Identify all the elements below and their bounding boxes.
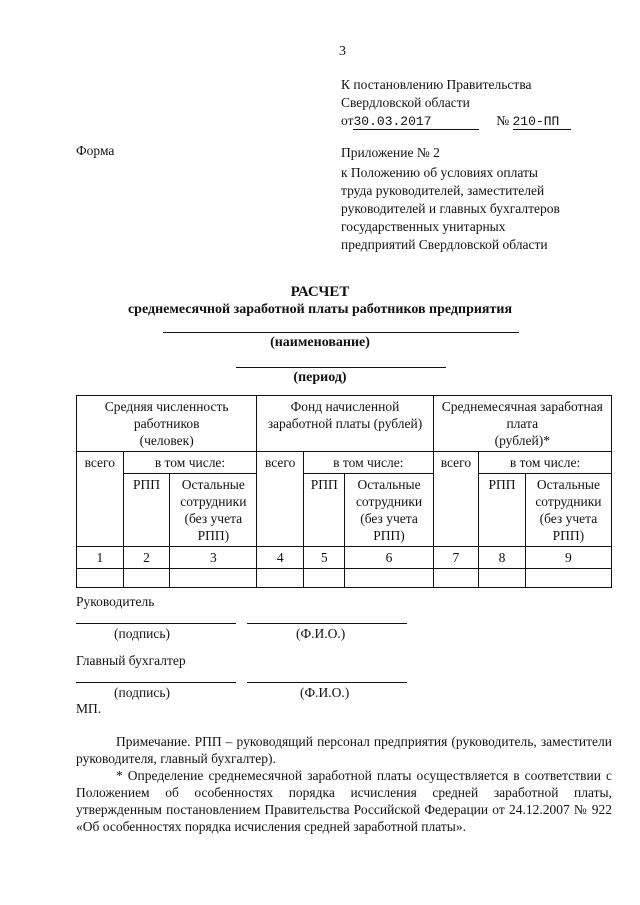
- period-underline: [236, 367, 446, 368]
- empty-cell: [525, 569, 611, 588]
- notes: [76, 733, 612, 835]
- resolution-reference: [341, 76, 571, 130]
- chief-accountant-label: Главный бухгалтер: [76, 653, 186, 668]
- rpp-header: РПП: [123, 474, 170, 547]
- others-header: Остальные сотрудники (без учета РПП): [170, 474, 257, 547]
- total-header: всего: [257, 452, 304, 547]
- period-caption: (период): [293, 370, 347, 385]
- date-prefix: от: [341, 113, 354, 128]
- signature-caption: (подпись): [114, 685, 171, 700]
- column-number: 6: [345, 547, 433, 569]
- accountant-signature-line: [76, 682, 236, 683]
- appendix-line: труда руководителей, заместителей: [341, 183, 545, 198]
- head-name-line: [247, 623, 407, 624]
- group-header-average-salary: Среднемесячная заработная плата (рублей)*: [433, 396, 611, 452]
- others-header: Остальные сотрудники (без учета РПП): [525, 474, 611, 547]
- stamp-label: МП.: [76, 701, 102, 716]
- table-detail-header-row: [77, 474, 612, 547]
- empty-cell: [304, 569, 345, 588]
- name-caption: (наименование): [270, 335, 370, 350]
- resolution-number: 210-ПП: [513, 114, 571, 130]
- column-number: 1: [77, 547, 124, 569]
- note-paragraph: Примечание. РПП – руководящий персонал предприятия (руководитель, заместители руководителя, главный бухгалтер).: [76, 734, 612, 766]
- document-title: РАСЧЕТ: [290, 284, 350, 300]
- number-prefix: №: [496, 113, 510, 128]
- empty-cell: [433, 569, 479, 588]
- column-number: 9: [525, 547, 611, 569]
- empty-cell: [77, 569, 124, 588]
- group-header-payroll-fund: Фонд начисленной заработной платы (рублей): [257, 396, 433, 452]
- total-header: всего: [433, 452, 479, 547]
- resolution-date: 30.03.2017: [353, 114, 479, 130]
- calculation-table: [76, 395, 612, 588]
- total-header: всего: [77, 452, 124, 547]
- table-empty-row: [77, 569, 612, 588]
- head-signature-line: [76, 623, 236, 624]
- note-paragraph: * Определение среднемесячной заработной платы осуществляется в соответствии с Положением об особенностях порядка исчисления средней заработной платы, утвержденным постановлением Правительства Российской Федерации от 24.12.2007 № 922 «Об особенностях порядка исчисления средней заработной платы».: [76, 768, 612, 834]
- column-number: 8: [479, 547, 526, 569]
- resolution-line-1: К постановлению Правительства: [341, 77, 532, 92]
- appendix-line: к Положению об условиях оплаты: [341, 165, 538, 180]
- table-group-header-row: [77, 396, 612, 452]
- group-header-headcount: Средняя численность работников (человек): [77, 396, 257, 452]
- appendix-block: [341, 144, 560, 254]
- column-number: 3: [170, 547, 257, 569]
- including-header: в том числе:: [304, 452, 434, 474]
- appendix-line: государственных унитарных: [341, 219, 506, 234]
- column-number: 2: [123, 547, 170, 569]
- name-caption: (Ф.И.О.): [296, 626, 346, 641]
- column-number: 7: [433, 547, 479, 569]
- name-underline: [163, 332, 519, 333]
- empty-cell: [123, 569, 170, 588]
- signature-caption: (подпись): [114, 626, 171, 641]
- rpp-header: РПП: [304, 474, 345, 547]
- head-label: Руководитель: [76, 594, 155, 609]
- empty-cell: [257, 569, 304, 588]
- column-number-row: [77, 547, 612, 569]
- column-number: 4: [257, 547, 304, 569]
- empty-cell: [479, 569, 526, 588]
- empty-cell: [345, 569, 433, 588]
- appendix-line: руководителей и главных бухгалтеров: [341, 201, 560, 216]
- form-label: Форма: [76, 143, 115, 158]
- resolution-line-2: Свердловской области: [341, 95, 470, 110]
- document-subtitle: среднемесячной заработной платы работников предприятия: [127, 302, 513, 317]
- empty-cell: [170, 569, 257, 588]
- resolution-date-row: [341, 112, 571, 130]
- appendix-title: Приложение № 2: [341, 145, 440, 160]
- table-subheader-row: [77, 452, 612, 474]
- appendix-line: предприятий Свердловской области: [341, 237, 548, 252]
- name-caption: (Ф.И.О.): [300, 685, 350, 700]
- others-header: Остальные сотрудники (без учета РПП): [345, 474, 433, 547]
- accountant-name-line: [247, 682, 407, 683]
- including-header: в том числе:: [479, 452, 612, 474]
- rpp-header: РПП: [479, 474, 526, 547]
- page-number: 3: [339, 44, 346, 59]
- column-number: 5: [304, 547, 345, 569]
- including-header: в том числе:: [123, 452, 257, 474]
